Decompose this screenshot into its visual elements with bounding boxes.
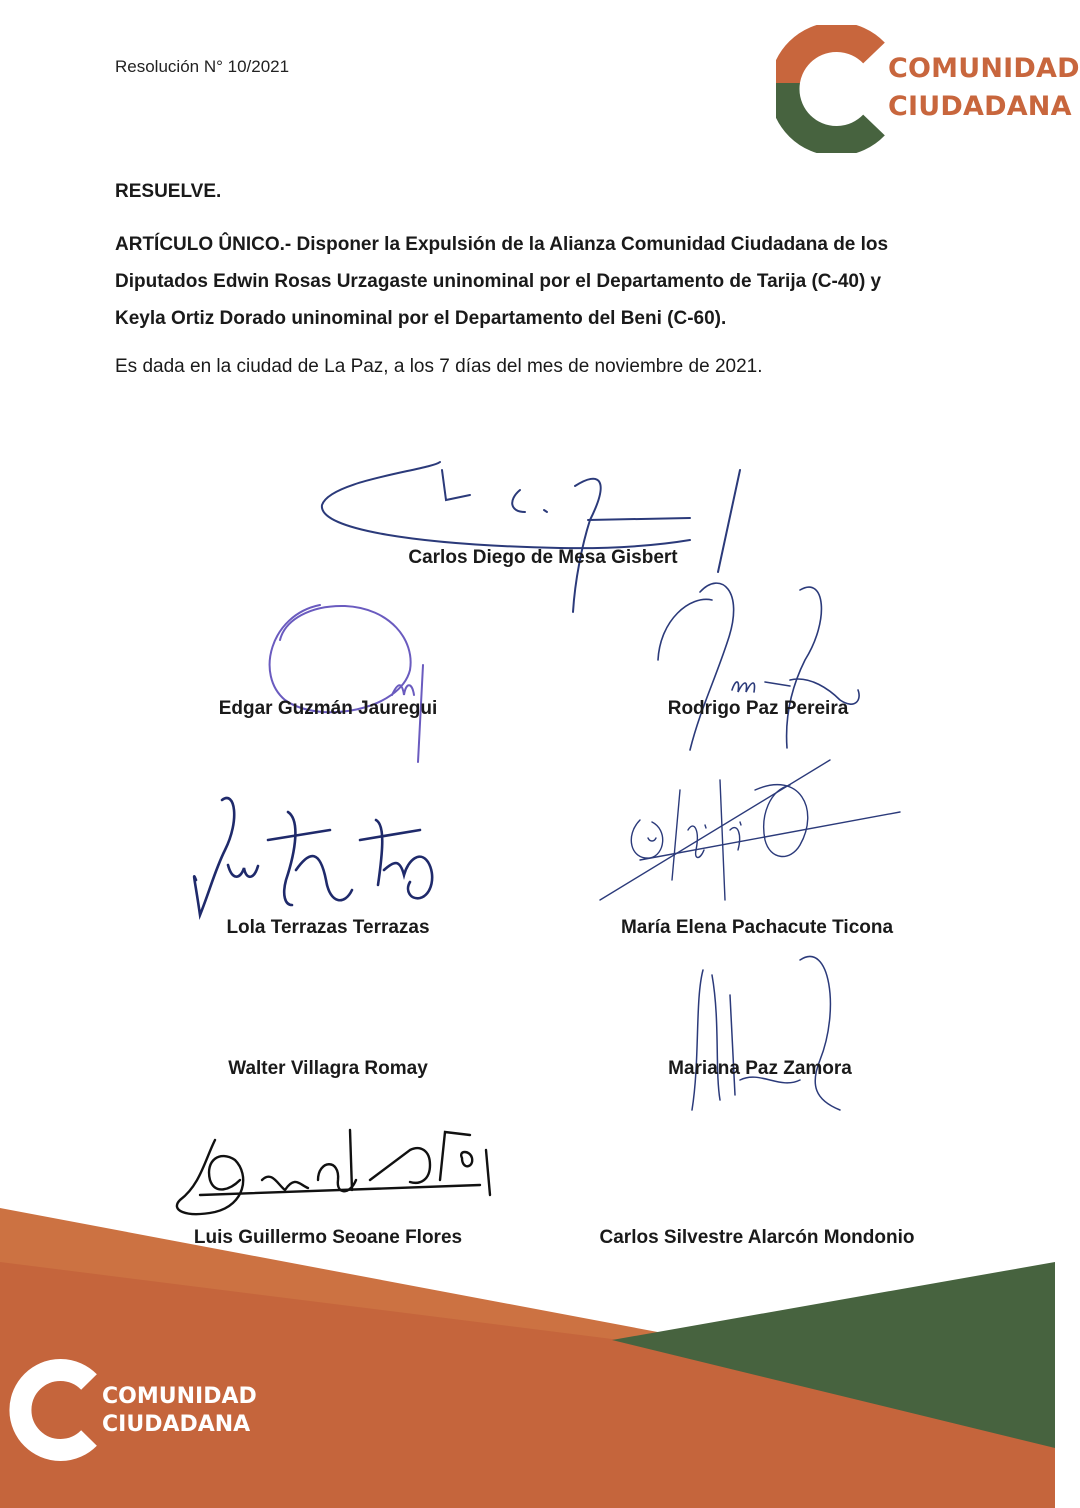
signatory-name: Carlos Silvestre Alarcón Mondonio	[599, 1227, 915, 1248]
footer-logo-c-icon	[14, 1360, 104, 1460]
signatory-name: Lola Terrazas Terrazas	[226, 917, 430, 938]
signatory-name: Carlos Diego de Mesa Gisbert	[408, 547, 678, 568]
logo-text-line1: COMUNIDAD	[888, 53, 1080, 84]
logo-text-line2: CIUDADANA	[888, 91, 1072, 122]
signatory-name: Walter Villagra Romay	[228, 1058, 428, 1079]
articulo-line: Keyla Ortiz Dorado uninominal por el Departamento del Beni (C-60).	[115, 308, 727, 329]
signatory-name: Rodrigo Paz Pereira	[667, 698, 849, 719]
articulo-line: ARTÍCULO ÛNICO.- Disponer la Expulsión de la Alianza Comunidad Ciudadana de los	[115, 234, 889, 255]
footer-logo	[14, 1360, 314, 1460]
resolution-number: Resolución N° 10/2021	[115, 57, 290, 76]
signatory-name: Luis Guillermo Seoane Flores	[193, 1227, 463, 1248]
footer-logo-text-line1: COMUNIDAD	[102, 1384, 257, 1409]
signatory-name: Mariana Paz Zamora	[668, 1058, 852, 1079]
resuelve-heading: RESUELVE.	[115, 181, 222, 202]
signatory-name: María Elena Pachacute Ticona	[620, 917, 894, 938]
footer-logo-text-line2: CIUDADANA	[102, 1412, 251, 1437]
signatory-name: Edgar Guzmán Jauregui	[218, 698, 438, 719]
articulo-line: Diputados Edwin Rosas Urzagaste uninominal por el Departamento de Tarija (C-40) y	[115, 271, 882, 292]
issued-statement: Es dada en la ciudad de La Paz, a los 7 días del mes de noviembre de 2021.	[115, 356, 763, 377]
